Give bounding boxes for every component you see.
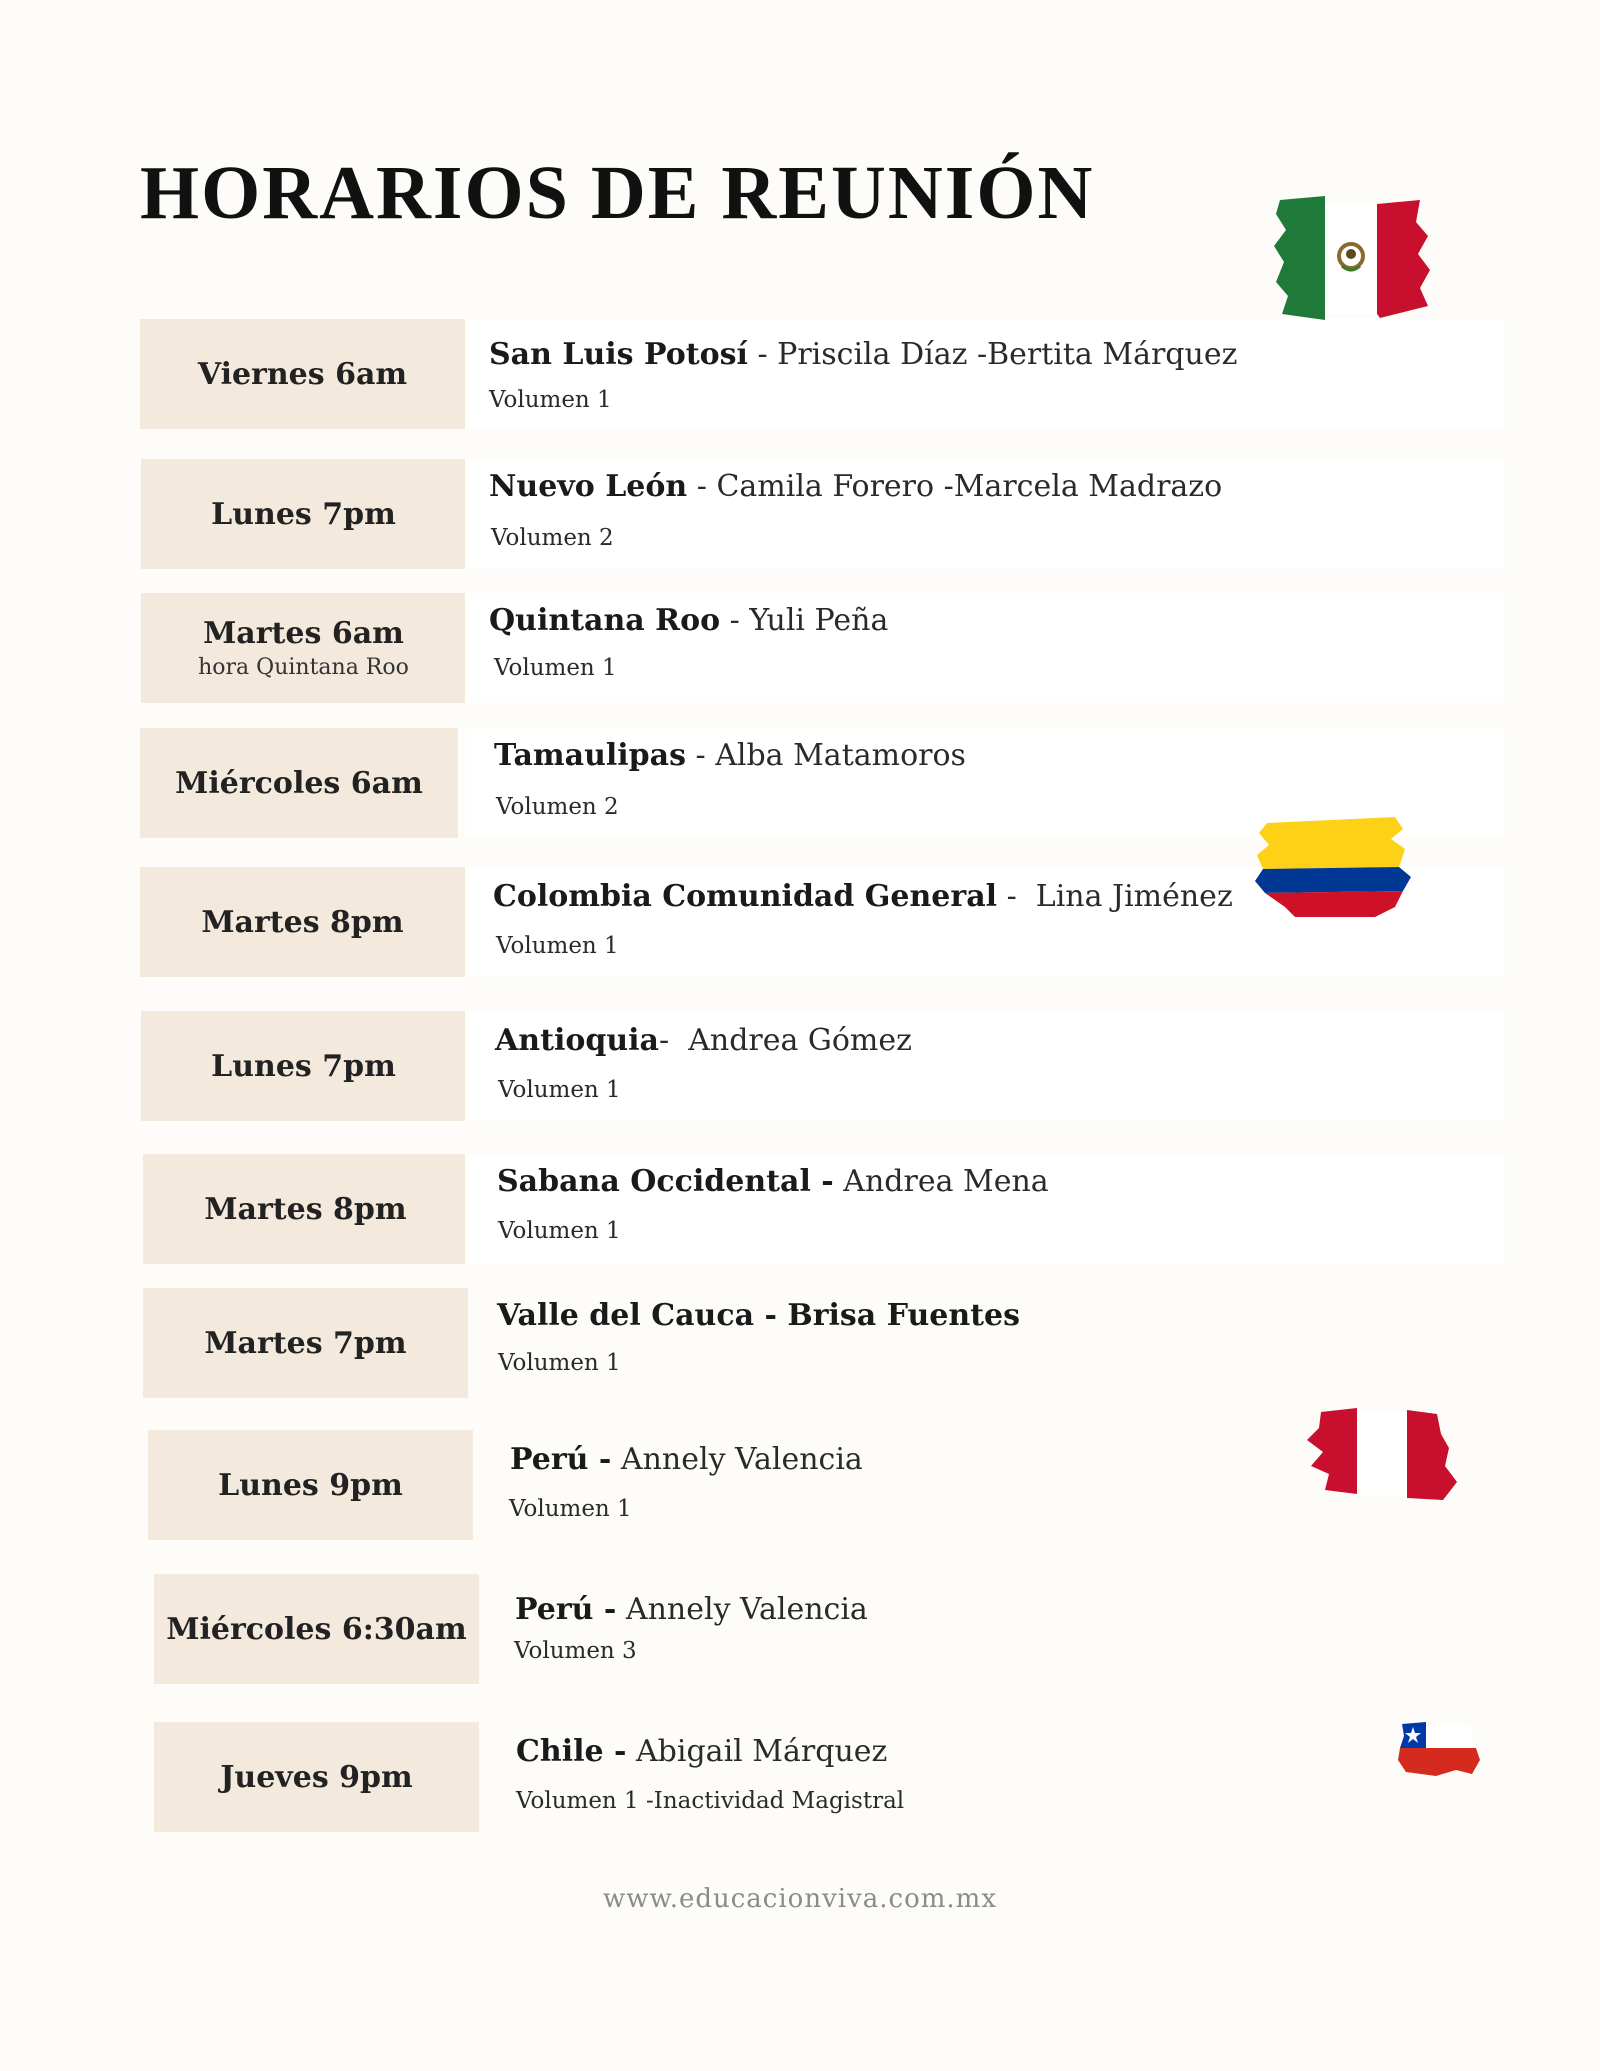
meeting-place: Perú - [510, 1442, 612, 1477]
meeting-place: San Luis Potosí [489, 337, 748, 372]
meeting-place: Sabana Occidental - [497, 1164, 834, 1199]
meeting-place: Nuevo León [489, 469, 688, 504]
meeting-volume: Volumen 1 [496, 933, 619, 959]
meeting-volume: Volumen 2 [491, 525, 614, 551]
meeting-leaders: Andrea Gómez [688, 1023, 912, 1058]
meeting-row [0, 319, 1600, 429]
meeting-volume: Volumen 1 [509, 1496, 632, 1522]
meeting-place: Valle del Cauca - Brisa Fuentes [497, 1298, 1021, 1333]
meeting-leaders: Priscila Díaz -Bertita Márquez [777, 337, 1238, 372]
meeting-day: Viernes 6am [197, 356, 408, 392]
meeting-detail [465, 1574, 1505, 1684]
meeting-volume: Volumen 2 [496, 794, 619, 820]
meeting-separator: - [997, 879, 1036, 914]
meeting-day-box [143, 1288, 468, 1398]
meeting-day: Lunes 7pm [211, 1048, 396, 1084]
meeting-volume: Volumen 1 [489, 387, 612, 413]
meeting-separator [616, 1592, 626, 1627]
meeting-day-box [140, 319, 465, 429]
meeting-leaders: Camila Forero -Marcela Madrazo [716, 469, 1223, 504]
meeting-detail [465, 459, 1505, 569]
meeting-title [497, 1298, 1020, 1333]
meeting-day: Lunes 7pm [211, 496, 396, 532]
meeting-row [0, 1154, 1600, 1264]
meeting-volume: Volumen 1 -Inactividad Magistral [516, 1788, 905, 1814]
meeting-day-box [143, 1154, 468, 1264]
meeting-day-box [141, 459, 466, 569]
colombia-flag-icon [1255, 815, 1415, 920]
meeting-title [489, 603, 888, 638]
meeting-day-box [148, 1430, 473, 1540]
meeting-detail [465, 1288, 1505, 1398]
meeting-separator: - [747, 337, 778, 372]
meeting-title [489, 469, 1222, 504]
meeting-day: Jueves 9pm [220, 1759, 413, 1795]
meeting-place: Quintana Roo [489, 603, 721, 638]
meeting-row [0, 1722, 1600, 1832]
meeting-day-box [141, 593, 466, 703]
meeting-title [497, 1164, 1049, 1199]
footer-url: www.educacionviva.com.mx [603, 1884, 997, 1914]
meeting-row [0, 1288, 1600, 1398]
meeting-place: Perú - [515, 1592, 617, 1627]
meeting-volume: Volumen 1 [498, 1350, 621, 1376]
meeting-day: Martes 7pm [204, 1325, 407, 1361]
meeting-leaders: Abigail Márquez [636, 1734, 888, 1769]
meeting-day-box [154, 1722, 479, 1832]
meeting-place: Colombia Comunidad General [493, 879, 998, 914]
meeting-leaders: Yuli Peña [749, 603, 889, 638]
meeting-volume: Volumen 3 [514, 1638, 637, 1664]
meeting-title [515, 1592, 868, 1627]
meeting-day-box [140, 867, 465, 977]
meeting-leaders: Alba Matamoros [715, 738, 966, 773]
chile-flag-icon [1396, 1720, 1481, 1778]
meeting-leaders: Lina Jiménez [1035, 879, 1233, 914]
meeting-title [489, 337, 1237, 372]
meeting-title [516, 1734, 887, 1769]
meeting-leaders: Annely Valencia [620, 1442, 863, 1477]
meeting-title [495, 1023, 912, 1058]
meeting-row [0, 593, 1600, 703]
meeting-day-note: hora Quintana Roo [198, 655, 409, 680]
meeting-place: Chile - [516, 1734, 627, 1769]
meeting-place: Tamaulipas [494, 738, 686, 773]
meeting-leaders: Andrea Mena [843, 1164, 1049, 1199]
meeting-title [493, 879, 1233, 914]
meeting-day-box [140, 728, 458, 838]
meeting-day: Miércoles 6:30am [166, 1611, 467, 1647]
meeting-detail [465, 319, 1505, 429]
meeting-day: Martes 6am [203, 616, 404, 651]
meeting-detail [465, 1722, 1505, 1832]
meeting-detail [465, 593, 1505, 703]
meeting-separator [834, 1164, 844, 1199]
mexico-flag-icon [1270, 196, 1435, 320]
meeting-separator: - [687, 469, 717, 504]
meeting-day-box [141, 1011, 466, 1121]
meeting-row [0, 1574, 1600, 1684]
meeting-volume: Volumen 1 [498, 1077, 621, 1103]
meeting-row [0, 1011, 1600, 1121]
meeting-separator [611, 1442, 621, 1477]
meeting-day: Martes 8pm [204, 1191, 407, 1227]
meeting-volume: Volumen 1 [498, 1218, 621, 1244]
meeting-place: Antioquia [495, 1023, 659, 1058]
meeting-separator: - [720, 603, 750, 638]
meeting-separator [626, 1734, 636, 1769]
meeting-day-box [154, 1574, 479, 1684]
meeting-day: Martes 8pm [201, 904, 404, 940]
meeting-separator: - [685, 738, 716, 773]
meeting-title [494, 738, 966, 773]
meeting-detail [465, 1154, 1505, 1264]
meeting-detail [465, 1011, 1505, 1121]
meeting-separator: - [658, 1023, 689, 1058]
meeting-volume: Volumen 1 [494, 655, 617, 681]
peru-flag-icon [1305, 1408, 1460, 1503]
meeting-day: Miércoles 6am [175, 765, 423, 801]
meeting-row [0, 459, 1600, 569]
meeting-leaders: Annely Valencia [625, 1592, 868, 1627]
meeting-day: Lunes 9pm [218, 1467, 403, 1503]
page-title: HORARIOS DE REUNIÓN [140, 151, 1095, 235]
meeting-title [510, 1442, 863, 1477]
